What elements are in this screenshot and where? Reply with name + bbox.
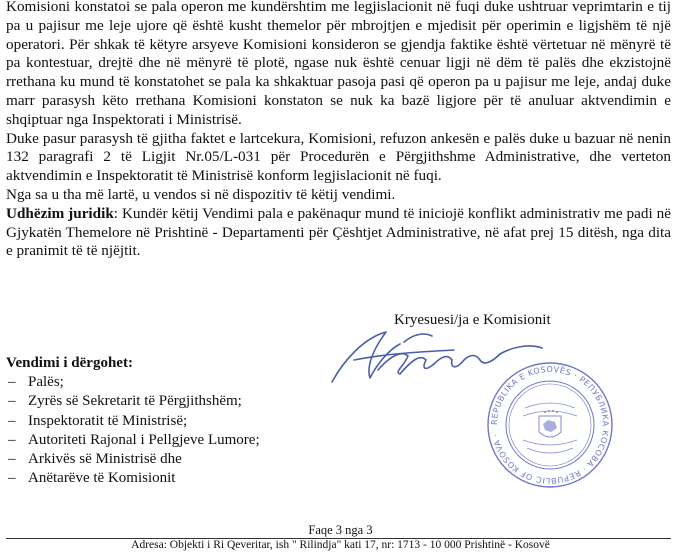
signer-title: Kryesuesi/ja e Komisionit [394,312,551,328]
paragraph-findings: Komisioni konstatoi se pala operon me kundërshtim me legjislacionit në fuqi duke ushtruar veprimtarin e tij pa u pajisur me leje ujore që është kusht themelor për mbrojtjen e mjedisit për operimin e ligjshëm të një operatori. Për shkak të këtyre arsyeve Komisioni konsideron se gjendja faktike është vërtetuar në mënyrë të pa kontestuar, drejtë dhe në mënyrë të plotë, ngase nuk është cenuar ligji në dëm të palës dhe ekzistojnë rrethana ku mund të konstatohet se pala ka shkaktuar pasoja pasi që operon pa u pajisur me leje, andaj duke marr parasysh këto rrethana Komisioni konstaton se nuk ka bazë ligjore për të anuluar aktvendimin e shqiptuar nga Inspektorati i Ministrisë. [6,0,671,128]
legal-instruction-label: Udhëzim juridik [6,204,114,222]
paragraph-legal-instruction [6,205,671,261]
paragraph-conclusion: Nga sa u tha më lartë, u vendos si në dispozitiv të këtij vendimi. [6,185,396,203]
list-item: – Arkivës së Ministrisë dhe [6,450,260,469]
recipients-list [6,354,260,488]
recipients-items [6,373,260,488]
list-item: – Autoriteti Rajonal i Pellgjeve Lumore; [6,431,260,450]
list-item: – Anëtarëve të Komisionit [6,469,260,488]
dash-bullet-icon: – [8,431,16,448]
footer-address: Adresa: Objekti i Ri Qeveritar, ish " Rilindja" kati 17, nr: 1713 - 10 000 Prishtinë - Kosovë [131,539,550,551]
dash-bullet-icon: – [8,412,16,429]
dash-bullet-icon: – [8,393,16,410]
svg-text:REPUBLIKA E KOSOVËS · РЕПУБЛИК: REPUBLIKA E KOSOVËS · РЕПУБЛИКА КОСОВА · REPUBLIC OF KOSOVA · [489,364,611,486]
official-seal-stamp [485,360,615,490]
dash-bullet-icon: – [8,470,16,487]
list-item: – Zyrës së Sekretarit të Përgjithshëm; [6,392,260,411]
legal-instruction-text: : Kundër këtij Vendimi pala e pakënaqur mund të iniciojë konflikt administrativ me padi në Gjykatën Themelore në Prishtinë - Departamenti për Çështjet Administrative, në afat prej 15 ditësh, nga dita e pranimit të të njëjtit. [6,204,671,260]
recipients-heading: Vendimi i dërgohet: [6,355,133,371]
signature-block [384,312,674,486]
dash-bullet-icon: – [8,374,16,391]
page-number: Faqe 3 nga 3 [308,523,373,537]
list-item: – Palës; [6,373,260,392]
dash-bullet-icon: – [8,451,16,468]
decision-body [6,0,671,261]
list-item: – Inspektoratit të Ministrisë; [6,412,260,431]
paragraph-ruling: Duke pasur parasysh të gjitha faktet e lartcekura, Komisioni, refuzon ankesën e palës duke u bazuar në nenin 132 paragrafi 2 të Ligjit Nr.05/L-031 për Procedurën e Përgjithshme Administrative, dhe verteton aktvendimin e Inspektoratit të Ministrisë konform legjislacionit në fuqi. [6,129,671,185]
